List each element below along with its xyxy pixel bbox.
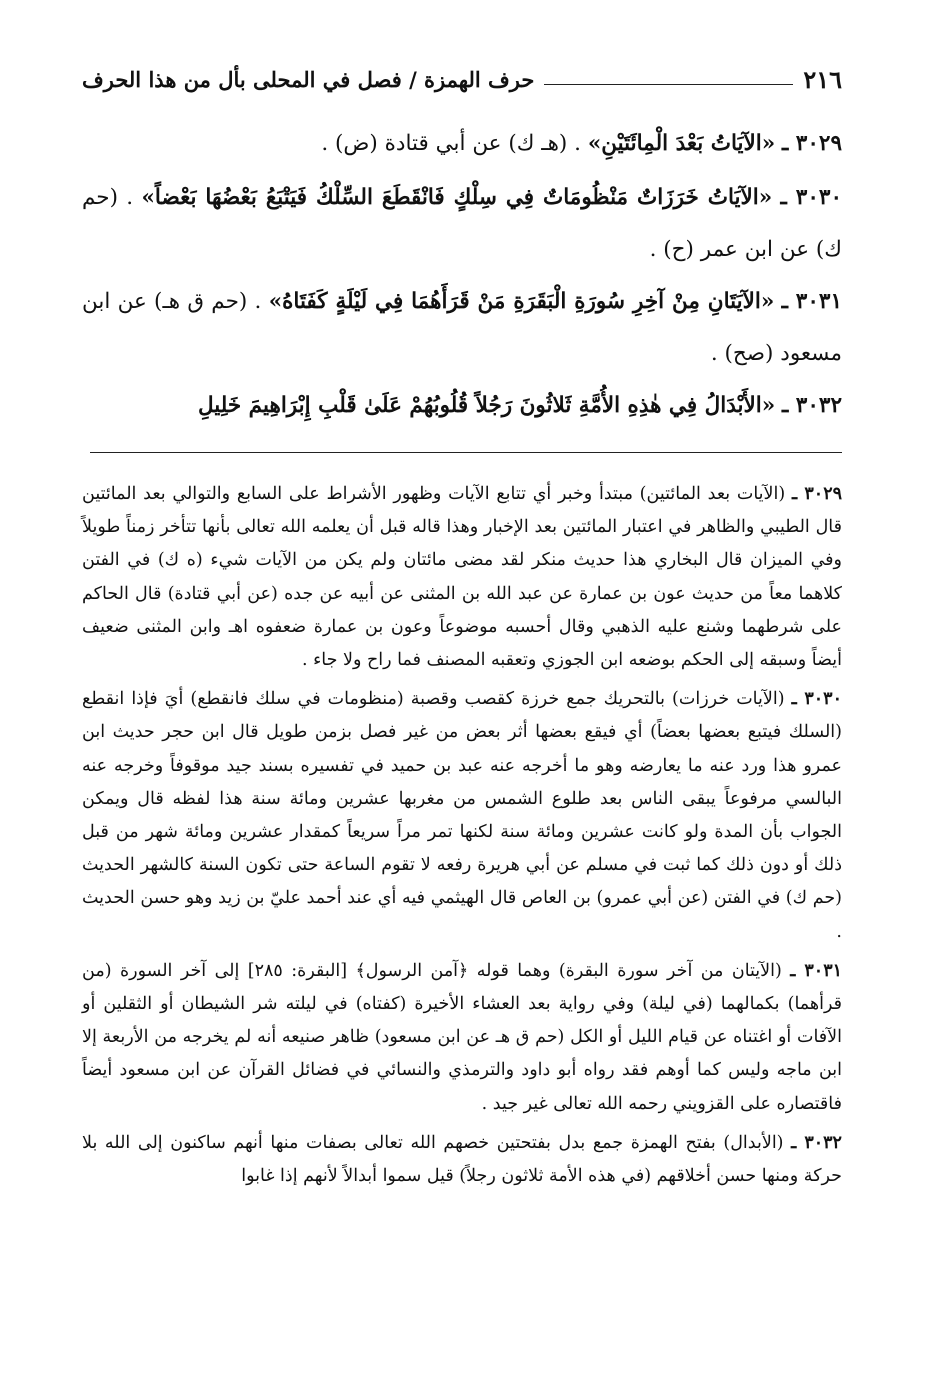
hadith-text: «الأَبْدَالُ فِي هٰذِهِ الأُمَّةِ ثَلاثُونَ رَجُلاً قُلُوبُهُمْ عَلَىٰ قَلْبِ إِبْرَاهِيمَ خَلِيلِ <box>198 393 776 418</box>
note-text: (الآيتان من آخر سورة البقرة) وهما قوله ﴿آمن الرسول﴾ [البقرة: ٢٨٥] إلى آخر السورة (من قرأهما) بكمالهما (في ليلة) وفي رواية بعد العشاء الأخيرة (كفتاه) في ليلته شر الشيطان أو الثقلين أو الآفات أو اغتناه عن قيام الليل أو الكل (حم ق هـ عن ابن مسعود) ظاهر صنيعه أنه لم يخرجه من الأربعة إلا ابن ماجه وليس كما أوهم فقد رواه أبو داود والترمذي والنسائي في فضائل القرآن عن ابن مسعود أيضاً فاقتصاره على القزويني رحمه الله تعالى غير جيد . <box>82 960 842 1114</box>
hadith-text: «الآيَتَانِ مِنْ آخِرِ سُورَةِ الْبَقَرَةِ مَنْ قَرَأَهُمَا فِي لَيْلَةٍ كَفَتَاهُ» <box>268 289 775 314</box>
hadith-entry <box>82 172 842 276</box>
hadith-number: ٣٠٢٩ ـ <box>782 131 842 156</box>
note-text: (الآيات بعد المائتين) مبتدأ وخبر أي تتابع الآيات وظهور الأشراط على السابع والتوالي بعد المائتين قال الطيبي والظاهر في اعتبار المائتين بعد الإخبار وهذا قاله قبل أن يعلمه الله تعالى بأنها تتأخر زمناً طويلاً وفي الميزان قال البخاري هذا حديث منكر لقد مضى مائتان ولم يكن من الآيات شيء (ه ك) في الفتن كلاهما معاً من حديث عون بن عمارة عن عبد الله بن المثنى عن أبيه عن جده (عن أبي قتادة) قال الحاكم على شرطهما وشنع عليه الذهبي وقال أحسبه موضوعاً وعون بن عمارة ضعفوه اهـ وابن المثنى ضعيف أيضاً وسبقه إلى الحكم بوضعه ابن الجوزي وتعقبه المصنف فما راح ولا جاء . <box>82 484 842 671</box>
hadith-number: ٣٠٣٠ ـ <box>780 185 842 210</box>
commentary-paragraph <box>82 955 842 1121</box>
running-title: حرف الهمزة / فصل في المحلى بأل من هذا الحرف <box>82 66 535 92</box>
commentary-paragraph <box>82 478 842 677</box>
hadith-entry <box>82 276 842 380</box>
hadith-number: ٣٠٣٢ ـ <box>782 393 842 418</box>
hadith-entry <box>82 118 842 170</box>
hadith-source: . (حم ق هـ) عن ابن مسعود (صح) . <box>82 289 842 366</box>
commentary-paragraph <box>82 1127 842 1193</box>
hadith-entry <box>82 380 842 432</box>
hadith-text: «الآيَاتُ خَرَزَاتٌ مَنْظُومَاتٌ فِي سِلْكٍ فَانْقَطَعَ السِّلْكُ فَيَتْبَعُ بَعْضُهَا بَعْضاً» <box>141 185 773 210</box>
page-number: ٢١٦ <box>803 64 842 94</box>
hadith-source: . (هـ ك) عن أبي قتادة (ض) . <box>321 131 581 156</box>
note-number: ٣٠٣٢ ـ <box>791 1132 842 1153</box>
note-number: ٣٠٣٠ ـ <box>791 689 842 710</box>
hadith-number: ٣٠٣١ ـ <box>781 289 842 314</box>
header-rule <box>544 84 793 85</box>
note-number: ٣٠٣١ ـ <box>790 960 842 981</box>
commentary-paragraph <box>82 683 842 949</box>
page-header <box>82 62 842 96</box>
commentary-section <box>82 478 842 1199</box>
hadith-text: «الآيَاتُ بَعْدَ الْمِائَتَيْنِ» <box>587 131 776 156</box>
hadith-source: . (حم ك) عن ابن عمر (ح) . <box>82 185 842 262</box>
note-number: ٣٠٢٩ ـ <box>791 484 842 504</box>
note-text: (الآيات خرزات) بالتحريك جمع خرزة كقصب وقصبة (منظومات في سلك فانقطع) أيَ فإذا انقطع (السلك فيتبع بعضها بعضاً) أي فيقع بعضها أثر بعض من غير فصل بزمن طويل قال ابن حجر حديث ابن عمرو هذا ورد عنه ما يعارضه وهو ما أخرجه عنه عبد بن حميد في تفسيره بسند جيد موقوفاً وخرجه عنه البالسي مرفوعاً يبقى الناس بعد طلوع الشمس من مغربها عشرين ومائة سنة هذا لفظه قال ويمكن الجواب بأن المدة ولو كانت عشرين ومائة سنة لكنها تمر مراً سريعاً كمقدار عشرين ومائة شهر من قبل ذلك أو دون ذلك كما ثبت في مسلم عن أبي هريرة رفعه لا تقوم الساعة حتى تكون السنة كالشهر الحديث (حم ك) في الفتن (عن أبي عمرو) بن العاص قال الهيثمي فيه أي عند أحمد عليّ بن زيد وهو حسن الحديث . <box>82 689 842 942</box>
note-text: (الأبدال) بفتح الهمزة جمع بدل بفتحتين خصهم الله تعالى بصفات منها أنهم ساكنون إلى الله بلا حركة ومنها حسن أخلاقهم (في هذه الأمة ثلاثون رجلاً) قيل سموا أبدالاً لأنهم إذا غابوا <box>82 1132 842 1187</box>
footnote-divider <box>90 452 842 453</box>
